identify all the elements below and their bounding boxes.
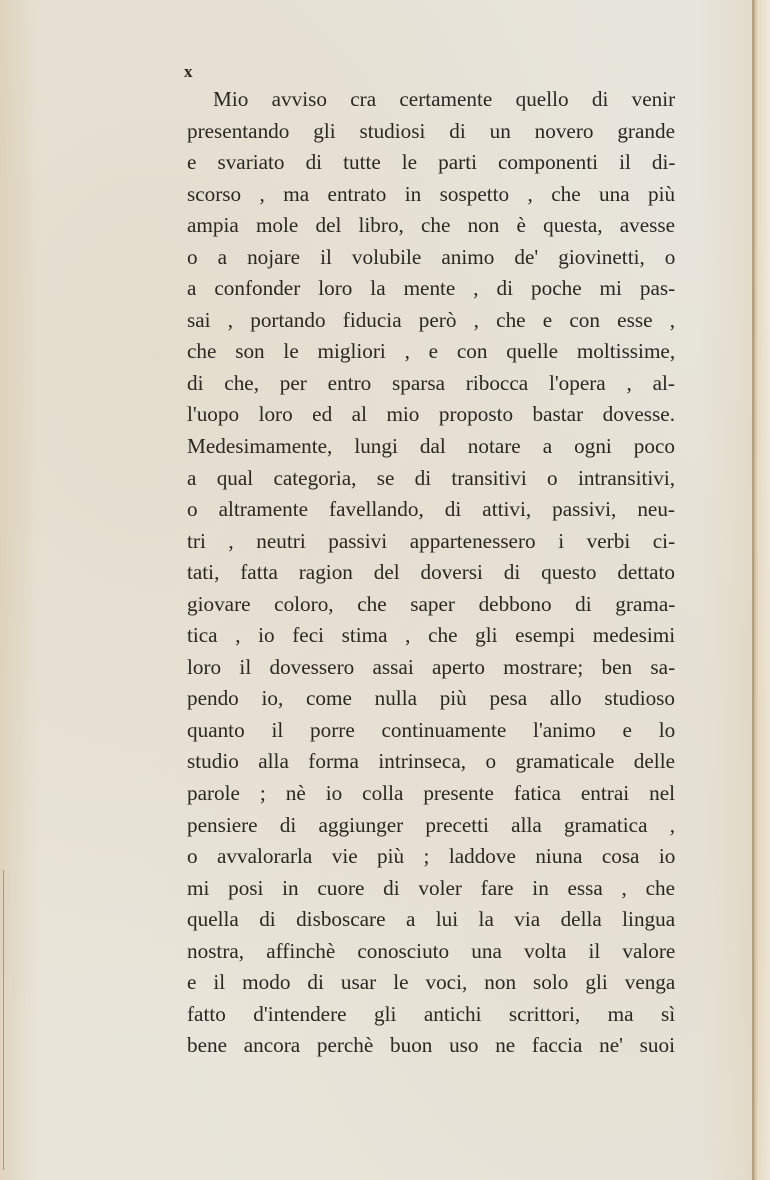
text-line: sai , portando fiducia però , che e con esse , bbox=[187, 307, 675, 332]
page-fold-right bbox=[752, 0, 754, 1180]
text-line: pensiere di aggiunger precetti alla gramatica , bbox=[187, 812, 675, 837]
text-line: scorso , ma entrato in sospetto , che una più bbox=[187, 181, 676, 206]
text-line: Medesimamente, lungi dal notare a ogni poco bbox=[187, 434, 675, 459]
text-line: tica , io feci stima , che gli esempi medesimi bbox=[187, 623, 676, 648]
body-text bbox=[187, 84, 675, 1062]
text-line: loro il dovessero assai aperto mostrare; ben sa- bbox=[187, 654, 676, 679]
text-line: presentando gli studiosi di un novero grande bbox=[187, 118, 675, 143]
text-line: di che, per entro sparsa ribocca l'opera , al- bbox=[187, 370, 675, 395]
text-line: tati, fatta ragion del doversi di questo dettato bbox=[187, 560, 675, 585]
text-line: l'uopo loro ed al mio proposto bastar dovesse. bbox=[187, 402, 675, 427]
text-line: studio alla forma intrinseca, o gramaticale delle bbox=[187, 749, 675, 774]
text-line: e il modo di usar le voci, non solo gli venga bbox=[187, 970, 676, 995]
text-line: ampia mole del libro, che non è questa, avesse bbox=[187, 213, 676, 238]
text-line: giovare coloro, che saper debbono di grama- bbox=[187, 591, 676, 616]
page-number: x bbox=[184, 62, 193, 81]
page-edge-left bbox=[3, 870, 4, 1170]
text-line: o avvalorarla vie più ; laddove niuna cosa io bbox=[187, 844, 676, 869]
text-line: o a nojare il volubile animo de' giovinetti, o bbox=[187, 244, 676, 269]
text-line: Mio avviso cra certamente quello di venir bbox=[213, 87, 676, 111]
text-line: fatto d'intendere gli antichi scrittori, ma sì bbox=[187, 1001, 676, 1026]
text-line: pendo io, come nulla più pesa allo studioso bbox=[187, 686, 676, 711]
text-line: che son le migliori , e con quelle moltissime, bbox=[187, 339, 676, 364]
text-line: mi posi in cuore di voler fare in essa , che bbox=[187, 875, 675, 900]
text-line: a confonder loro la mente , di poche mi pas- bbox=[187, 276, 676, 301]
text-line: quella di disboscare a lui la via della lingua bbox=[187, 907, 676, 932]
text-line: e svariato di tutte le parti componenti il di- bbox=[187, 150, 676, 175]
text-line: a qual categoria, se di transitivi o intransitivi, bbox=[187, 465, 676, 490]
text-line: parole ; nè io colla presente fatica entrai nel bbox=[187, 781, 675, 806]
text-line: bene ancora perchè buon uso ne faccia ne' suoi bbox=[187, 1033, 675, 1058]
text-line: quanto il porre continuamente l'animo e lo bbox=[187, 717, 676, 742]
text-line: o altramente favellando, di attivi, passivi, neu- bbox=[187, 497, 675, 522]
text-line: nostra, affinchè conosciuto una volta il valore bbox=[187, 938, 676, 963]
text-line: tri , neutri passivi appartenessero i verbi ci- bbox=[187, 528, 676, 553]
